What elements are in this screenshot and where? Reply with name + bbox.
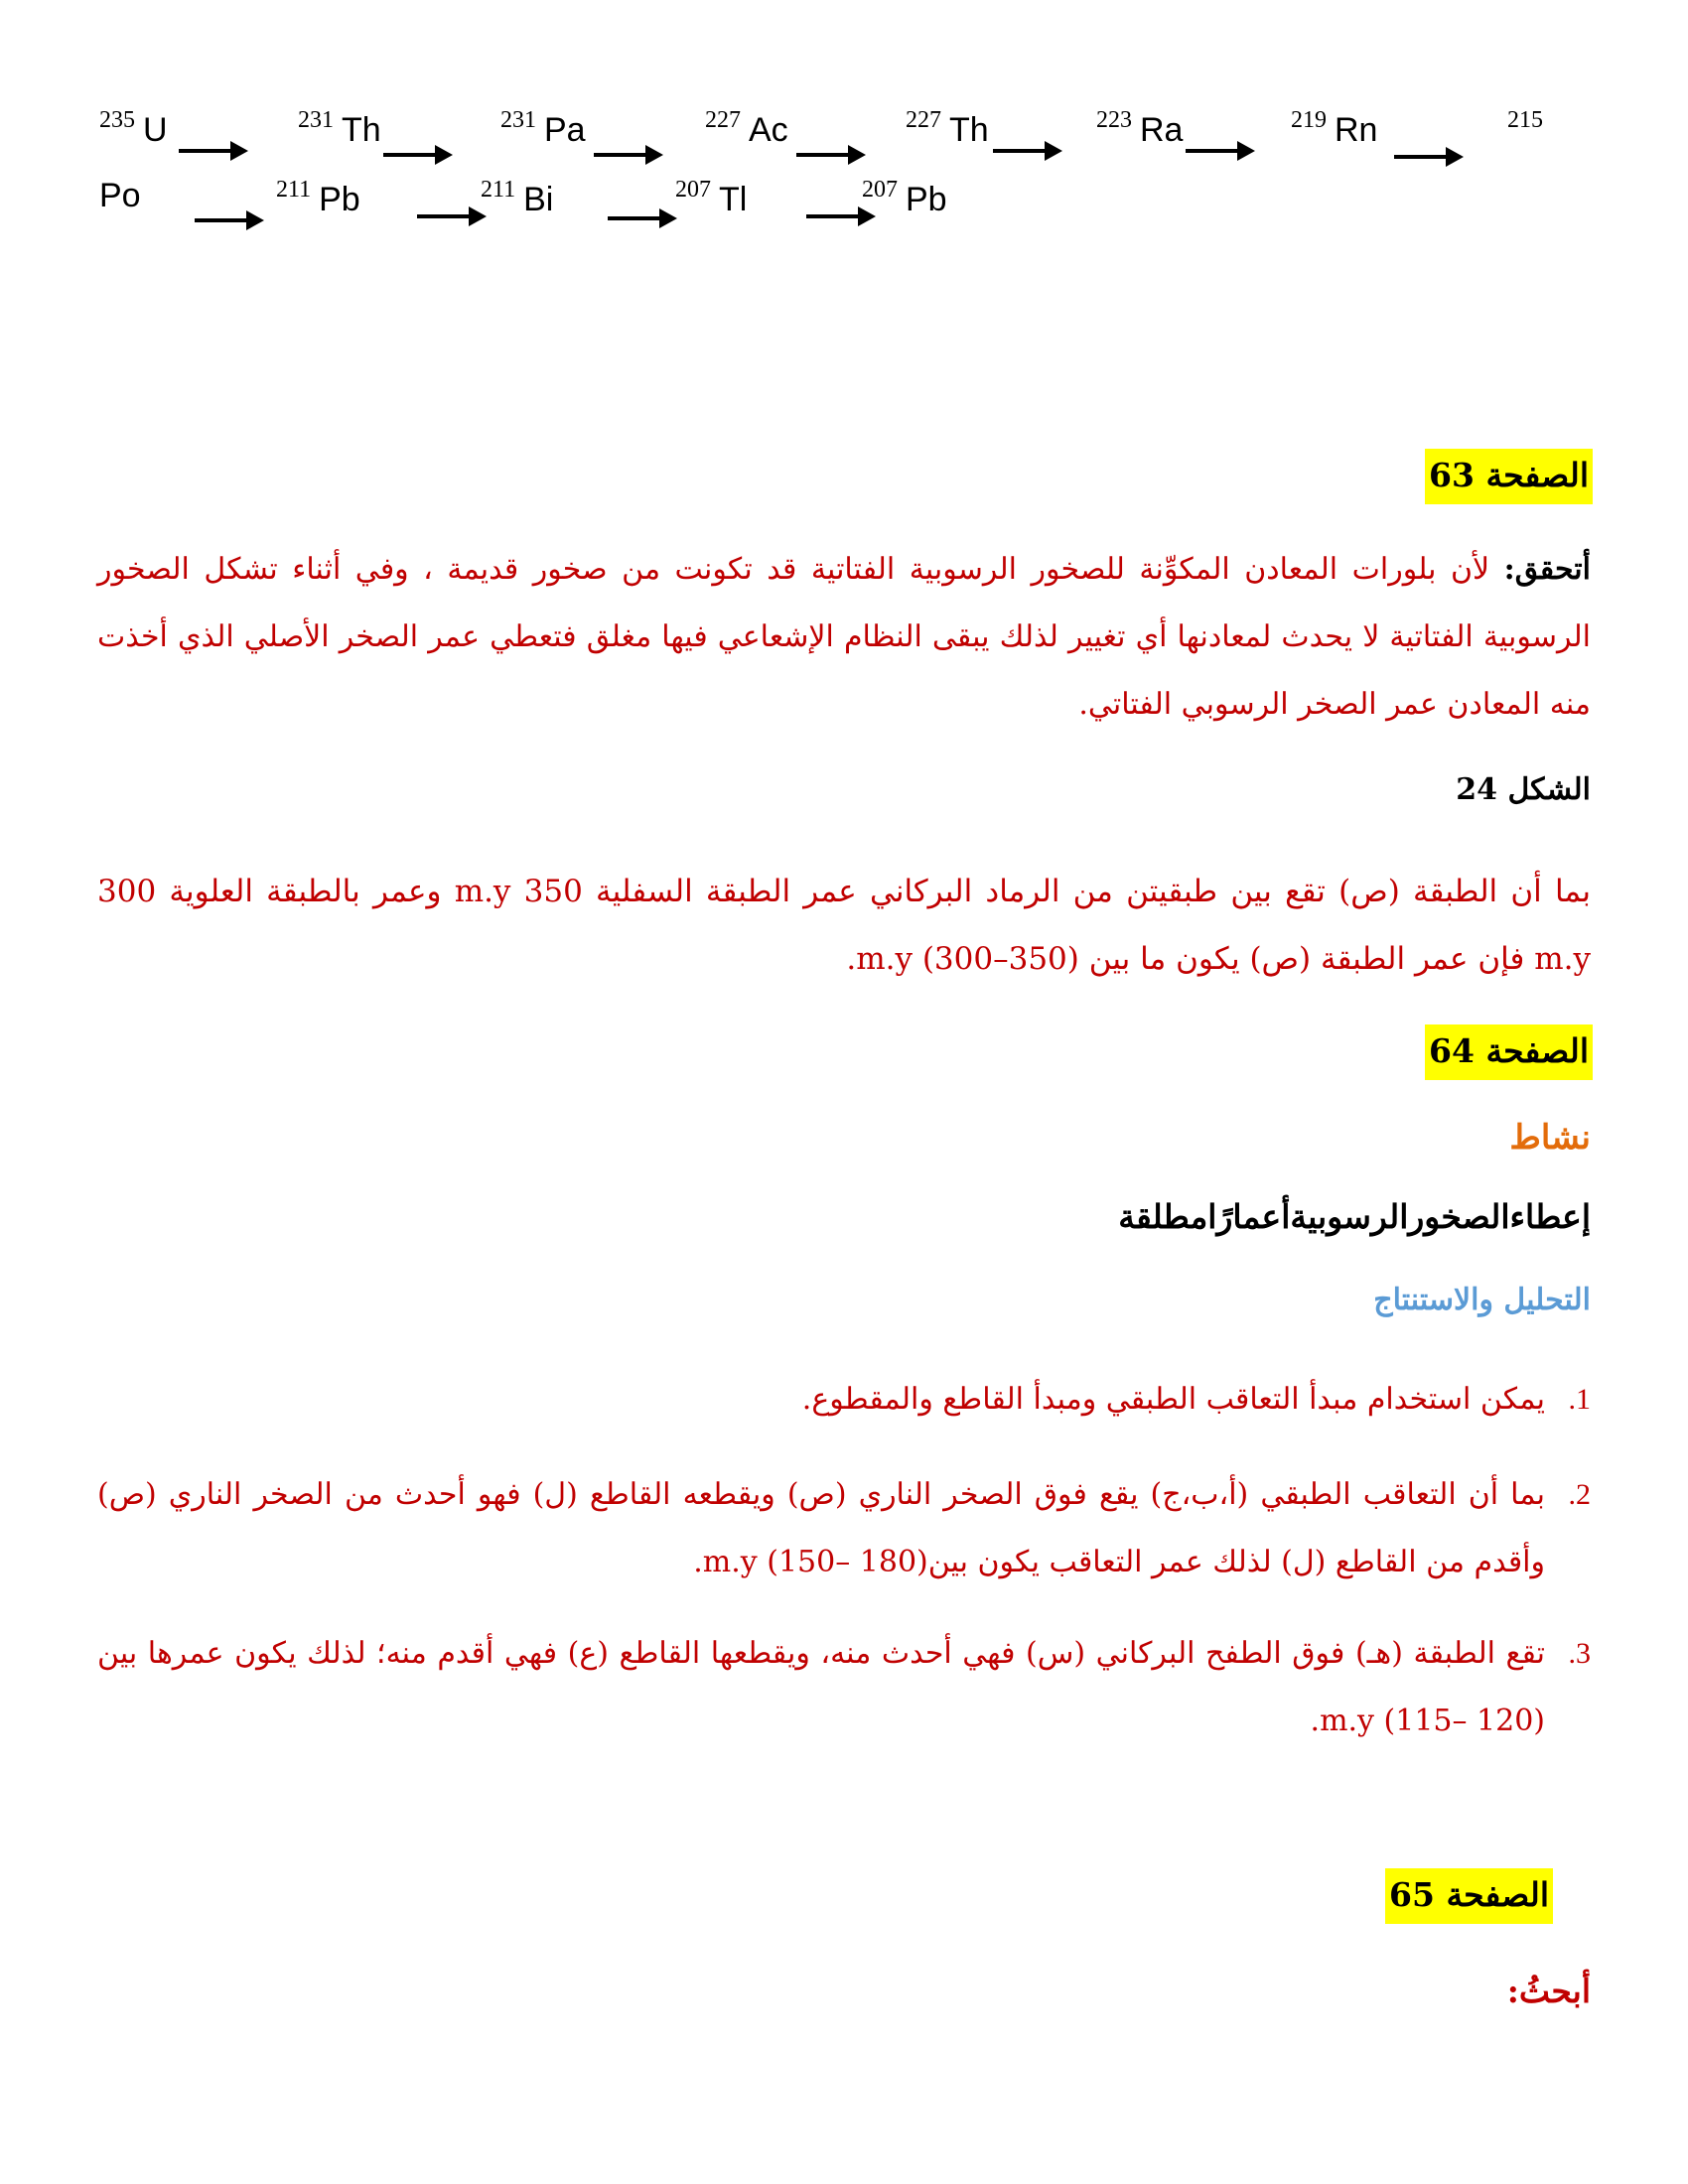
nuclide: $^{207}$ Tl: [675, 177, 748, 218]
nuclide: $^{223}$ Ra: [1096, 107, 1184, 149]
arrow-icon: [417, 214, 483, 218]
decay-chain-row-1: [0, 107, 1688, 167]
nuclide: Po: [99, 177, 141, 214]
item-text: بما أن التعاقب الطبقي (أ،ب،ج) يقع فوق الصخر الناري (ص) ويقطعه القاطع (ل) فهو أحدث من الصخر الناري (ص) وأقدم من القاطع (ل) لذلك عمر التعاقب يكون بينm.y (150– 180).: [97, 1477, 1545, 1579]
list-item: [97, 1620, 1591, 1755]
analysis-label: التحليل والاستنتاج: [1373, 1283, 1591, 1317]
arrow-icon: [179, 149, 244, 153]
nuclide: $^{227}$ Ac: [705, 107, 788, 149]
item-number: 3.: [1568, 1637, 1591, 1670]
item-number: 2.: [1568, 1478, 1591, 1511]
list-item: [97, 1366, 1591, 1433]
decay-chain-row-2: [0, 177, 1688, 236]
nuclide: $^{227}$ Th: [906, 107, 989, 149]
arrow-icon: [1394, 155, 1460, 159]
item-text: يمكن استخدام مبدأ التعاقب الطبقي ومبدأ القاطع والمقطوع.: [801, 1382, 1545, 1417]
nuclide: 215: [1507, 107, 1543, 133]
page-63-heading: الصفحة 63: [1425, 449, 1593, 504]
figure-24-answer: بما أن الطبقة (ص) تقع بين طبقيتن من الرماد البركاني عمر الطبقة السفلية 350 m.y وعمر بالطبقة العلوية 300 m.y فإن عمر الطبقة (ص) يكون ما بين m.y (300–350).: [97, 874, 1591, 977]
nuclide: $^{231}$ Pa: [500, 107, 586, 149]
item-number: 1.: [1568, 1383, 1591, 1416]
nuclide: $^{235}$ U: [99, 107, 168, 149]
nuclide: $^{207}$ Pb: [862, 177, 947, 218]
arrow-icon: [383, 153, 449, 157]
item-text: تقع الطبقة (هـ) فوق الطفح البركاني (س) فهي أحدث منه، ويقطعها القاطع (ع) فهي أقدم منه؛ لذلك يكون عمرها بين m.y (115– 120).: [97, 1636, 1545, 1738]
page-65-heading: الصفحة 65: [1385, 1868, 1553, 1924]
nuclide: $^{211}$ Bi: [481, 177, 554, 218]
figure-24-label: الشكل 24: [1456, 772, 1591, 807]
verify-text: لأن بلورات المعادن المكوِّنة للصخور الرسوبية الفتاتية قد تكونت من صخور قديمة ، وفي أثناء تشكل الصخور الرسوبية الفتاتية لا يحدث لمعادنها أي تغيير لذلك يبقى النظام الإشعاعي فيها مغلق فتعطي عمر الصخر الأصلي الذي أخذت منه المعادن عمر الصخر الرسوبي الفتاتي.: [97, 552, 1591, 722]
nuclide: $^{211}$ Pb: [276, 177, 360, 218]
page-64-heading: الصفحة 64: [1425, 1024, 1593, 1080]
nuclide: $^{231}$ Th: [298, 107, 381, 149]
activity-label: نشاط: [1509, 1118, 1591, 1158]
verify-label: أتحقق:: [1503, 552, 1591, 587]
arrow-icon: [1186, 149, 1251, 153]
arrow-icon: [608, 216, 673, 220]
arrow-icon: [195, 218, 260, 222]
list-item: [97, 1461, 1591, 1596]
nuclide: $^{219}$ Rn: [1291, 107, 1378, 149]
activity-title: إعطاءالصخورالرسوبيةأعمارًامطلقة: [1118, 1197, 1591, 1236]
arrow-icon: [796, 153, 862, 157]
research-label: أبحثُ:: [1506, 1972, 1591, 2010]
arrow-icon: [594, 153, 659, 157]
arrow-icon: [993, 149, 1058, 153]
verify-paragraph: [97, 536, 1591, 739]
